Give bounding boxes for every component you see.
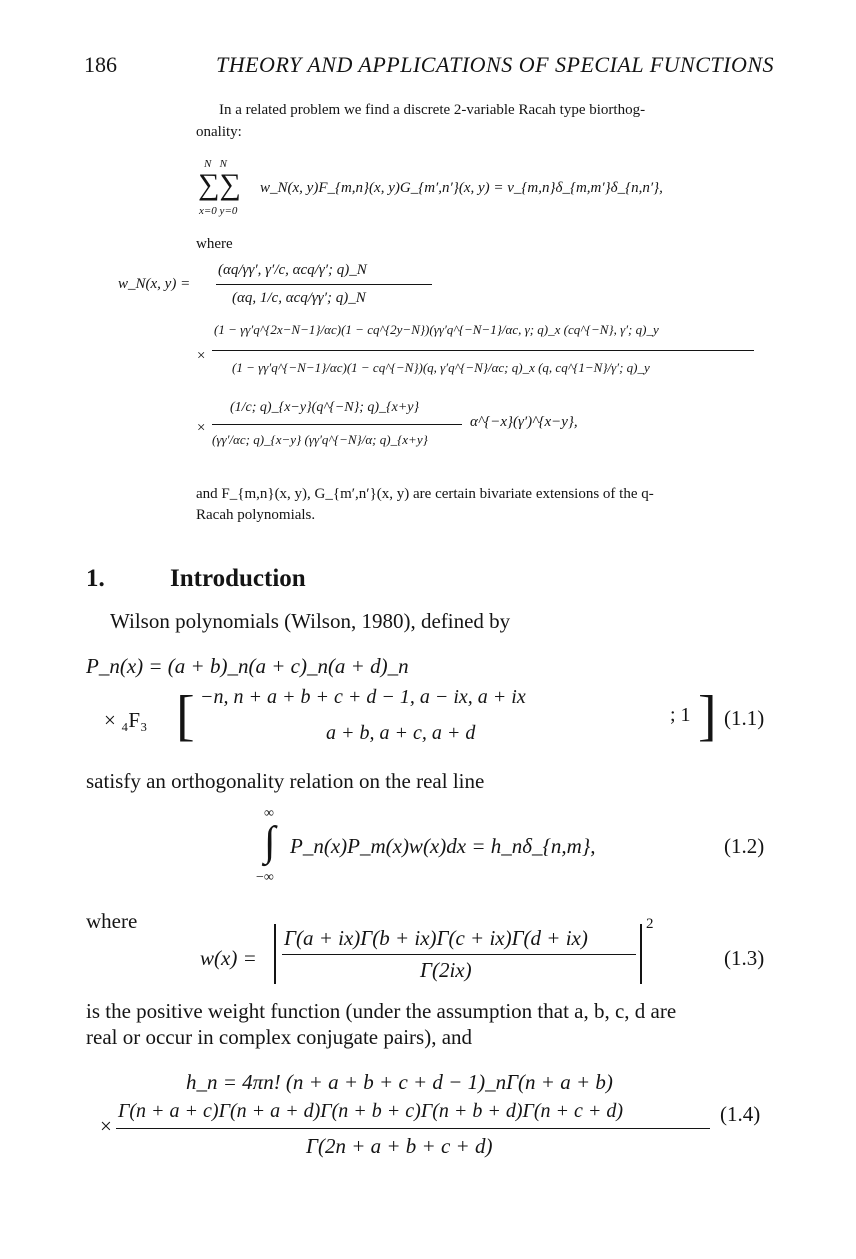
- abs-bar-right: [640, 924, 642, 984]
- weight-frac3-denominator: (γγ′/αc; q)_{x−y} (γγ′q^{−N}/α; q)_{x+y}: [212, 432, 428, 447]
- eq-1-1-argument: ; 1: [670, 704, 691, 726]
- weight-text-line-1: is the positive weight function (under the assumption that a, b, c, d are: [86, 999, 677, 1023]
- weight-frac3-bar: [212, 424, 462, 425]
- eq-1-4-line-1: h_n = 4πn! (n + a + b + c + d − 1)_nΓ(n + a + b): [186, 1070, 613, 1094]
- weight-frac2-denominator: (1 − γγ′q^{−N−1}/αc)(1 − cq^{−N})(q, γ′q^{−N}/αc; q)_x (q, cq^{1−N}/γ′; q)_y: [232, 360, 650, 375]
- eq-1-1-top-params: −n, n + a + b + c + d − 1, a − ix, a + ix: [200, 686, 526, 708]
- weight-frac3-tail: α^{−x}(γ′)^{x−y},: [470, 414, 578, 430]
- intro-line-2: onality:: [196, 124, 242, 140]
- integral-lower-limit: −∞: [256, 870, 274, 885]
- abs-bar-left: [274, 924, 276, 984]
- closing-line-2: Racah polynomials.: [196, 507, 316, 523]
- eq-1-2-body: P_n(x)P_m(x)w(x)dx = h_nδ_{n,m},: [290, 834, 596, 858]
- eq-1-4-times: ×: [100, 1114, 112, 1138]
- eq-1-4-denominator: Γ(2n + a + b + c + d): [306, 1134, 493, 1158]
- eq-1-1-left-bracket: [: [176, 685, 195, 747]
- sum-upper-limits: N N: [204, 158, 227, 170]
- eq-1-1-line-1: P_n(x) = (a + b)_n(a + c)_n(a + d)_n: [86, 654, 409, 678]
- eq-1-1-prefix: × ₄F₃: [104, 708, 148, 732]
- eq-1-3-power: 2: [646, 916, 654, 932]
- eq-1-4-bar: [116, 1128, 710, 1129]
- running-title: THEORY AND APPLICATIONS OF SPECIAL FUNCTIONS: [216, 52, 775, 77]
- sum-body: w_N(x, y)F_{m,n}(x, y)G_{m′,n′}(x, y) = ν_{m,n}δ_{m,m′}δ_{n,n′},: [260, 180, 663, 196]
- times-sign-1: ×: [196, 348, 207, 364]
- eq-1-4-numerator: Γ(n + a + c)Γ(n + a + d)Γ(n + b + c)Γ(n + b + d)Γ(n + c + d): [118, 1100, 624, 1122]
- eq-1-1-number: (1.1): [724, 706, 765, 730]
- weight-lhs: w_N(x, y) =: [118, 276, 191, 292]
- page-number: 186: [84, 52, 117, 77]
- eq-1-1-bottom-params: a + b, a + c, a + d: [326, 722, 476, 744]
- double-sum-sign: ∑∑: [198, 168, 241, 201]
- closing-line-1: and F_{m,n}(x, y), G_{m′,n′}(x, y) are certain bivariate extensions of the q-: [196, 486, 654, 502]
- eq-1-2-number: (1.2): [724, 834, 765, 858]
- section-title: Introduction: [170, 565, 306, 592]
- eq-1-3-numerator: Γ(a + ix)Γ(b + ix)Γ(c + ix)Γ(d + ix): [284, 926, 588, 950]
- eq-1-1-right-bracket: ]: [698, 685, 717, 747]
- sum-lower-limits: x=0 y=0: [199, 205, 238, 217]
- weight-frac3-numerator: (1/c; q)_{x−y}(q^{−N}; q)_{x+y}: [230, 400, 420, 415]
- weight-frac1-numerator: (αq/γγ′, γ′/c, αcq/γ′; q)_N: [218, 262, 367, 278]
- eq-1-3-denominator: Γ(2ix): [420, 958, 472, 982]
- eq-1-3-bar: [282, 954, 636, 955]
- eq-1-3-number: (1.3): [724, 946, 765, 970]
- wilson-intro-text: Wilson polynomials (Wilson, 1980), defined by: [110, 609, 511, 633]
- weight-frac1-bar: [216, 284, 432, 285]
- eq-1-3-lhs: w(x) =: [200, 946, 257, 970]
- weight-frac2-bar: [212, 350, 754, 351]
- eq-1-4-number: (1.4): [720, 1102, 761, 1126]
- integral-upper-limit: ∞: [264, 806, 274, 821]
- weight-frac2-numerator: (1 − γγ′q^{2x−N−1}/αc)(1 − cq^{2y−N})(γγ′q^{−N−1}/αc, γ; q)_x (cq^{−N}, γ′; q)_y: [214, 322, 659, 337]
- intro-line-1: In a related problem we find a discrete 2-variable Racah type biorthog-: [219, 102, 646, 118]
- satisfy-text: satisfy an orthogonality relation on the real line: [86, 769, 485, 793]
- times-sign-2: ×: [196, 420, 207, 436]
- where-label: where: [86, 909, 138, 933]
- integral-sign: ∫: [264, 819, 276, 865]
- weight-text-line-2: real or occur in complex conjugate pairs), and: [86, 1025, 473, 1049]
- section-number: 1.: [86, 565, 105, 592]
- weight-frac1-denominator: (αq, 1/c, αcq/γγ′; q)_N: [232, 290, 366, 306]
- where-label-small: where: [196, 236, 233, 252]
